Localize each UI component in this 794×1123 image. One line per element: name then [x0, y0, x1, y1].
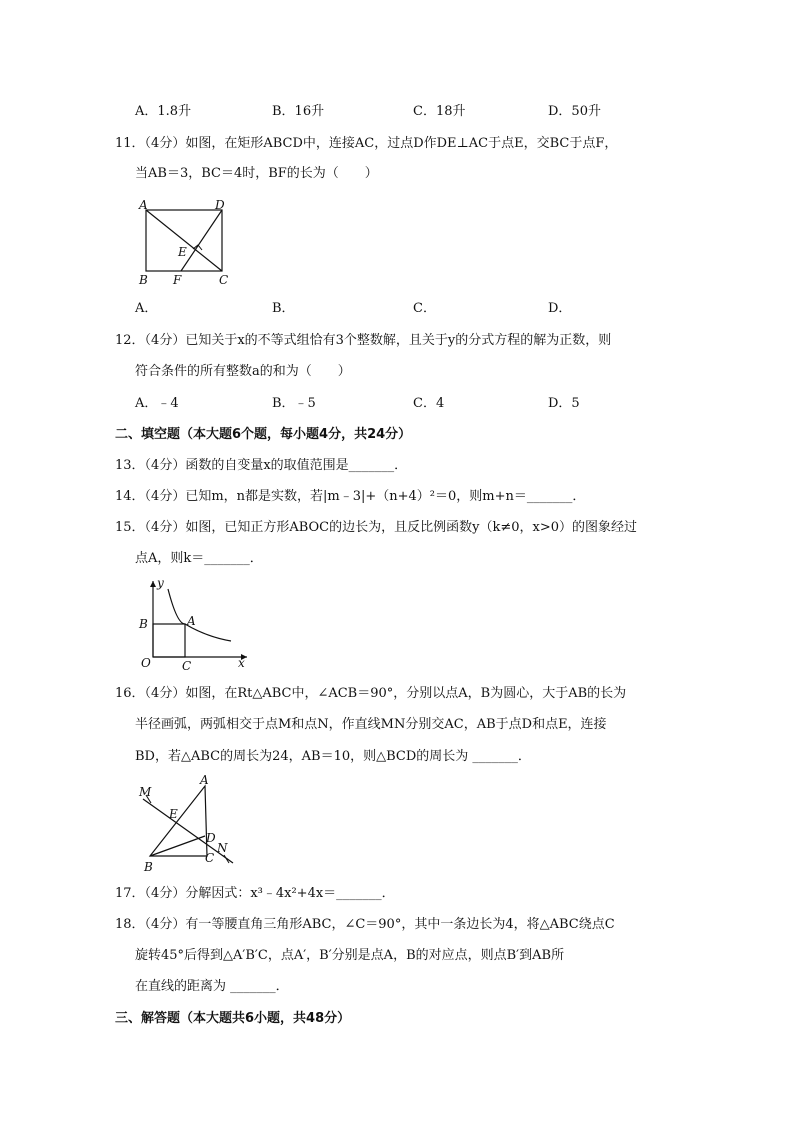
- q11-label-d: D: [215, 198, 225, 212]
- q16-label-e: E: [169, 807, 178, 821]
- q15-label-y: y: [157, 576, 164, 590]
- q12-option-a: A．﹣4: [135, 396, 179, 411]
- q11-text-line2: 当AB＝3，BC＝4时，BF的长为（ ）: [135, 166, 378, 181]
- q11-label-f: F: [173, 273, 182, 287]
- q16-text-line3: BD，若△ABC的周长为24，AB＝10，则△BCD的周长为 _______．: [135, 749, 531, 764]
- q10-option-d: D．50升: [548, 104, 601, 119]
- section-3-heading: 三、解答题（本大题共6小题，共48分）: [115, 1011, 351, 1026]
- q11-rectangle-figure: [135, 196, 240, 288]
- q15-text-line1: 15．（4分）如图，已知正方形ABOC的边长为，且反比例函数y（k≠0，x>0）的图象经过: [115, 520, 637, 535]
- q16-label-a: A: [200, 773, 209, 787]
- q12-option-b: B．﹣5: [272, 396, 316, 411]
- q11-text-line1: 11．（4分）如图，在矩形ABCD中，连接AC，过点D作DE⊥AC于点E，交BC于点F，: [115, 136, 618, 151]
- q16-label-m: M: [139, 785, 152, 799]
- q15-label-x: x: [238, 656, 245, 670]
- q16-label-b: B: [144, 860, 153, 874]
- q16-label-c: C: [205, 851, 215, 865]
- q12-option-c: C．4: [413, 396, 445, 411]
- q16-label-d: D: [206, 831, 216, 845]
- q18-text-line1: 18．（4分）有一等腰直角三角形ABC，∠C＝90°，其中一条边长为4，将△ABC绕点C: [115, 917, 615, 932]
- q11-option-c: C．: [413, 301, 436, 316]
- q15-graph-figure: [135, 575, 253, 673]
- section-2-heading: 二、填空题（本大题6个题，每小题4分，共24分）: [115, 427, 412, 442]
- q11-label-a: A: [139, 198, 148, 212]
- q15-text-line2: 点A，则k＝_______．: [135, 551, 263, 566]
- q11-option-d: D．: [548, 301, 572, 316]
- q18-text-line3: 在直线的距离为 _______．: [135, 979, 289, 994]
- q14-text: 14．（4分）已知m，n都是实数，若|m﹣3|+（n+4）²＝0，则m+n＝_______．: [115, 489, 586, 504]
- q16-text-line1: 16．（4分）如图，在Rt△ABC中，∠ACB＝90°，分别以点A，B为圆心，大于AB的长为: [115, 686, 627, 701]
- q11-label-c: C: [219, 273, 229, 287]
- q15-label-a: A: [187, 614, 196, 628]
- q15-label-c: C: [182, 659, 192, 673]
- q18-text-line2: 旋转45°后得到△A′B′C，点A′，B′分别是点A，B的对应点，则点B′到AB所: [135, 948, 565, 963]
- q11-label-b: B: [139, 273, 148, 287]
- q12-text-line2: 符合条件的所有整数a的和为（ ）: [135, 364, 351, 379]
- q16-label-n: N: [217, 841, 228, 855]
- q17-text: 17．（4分）分解因式：x³﹣4x²+4x＝_______．: [115, 886, 395, 901]
- q11-label-e: E: [178, 245, 187, 259]
- q15-label-b: B: [139, 617, 148, 631]
- q11-option-a: A．: [135, 301, 158, 316]
- q12-text-line1: 12．（4分）已知关于x的不等式组恰有3个整数解，且关于y的分式方程的解为正数，则: [115, 333, 612, 348]
- q10-option-b: B．16升: [272, 104, 325, 119]
- q16-text-line2: 半径画弧，两弧相交于点M和点N，作直线MN分别交AC，AB于点D和点E，连接: [135, 717, 607, 732]
- q10-option-a: A．1.8升: [135, 104, 192, 119]
- q10-option-c: C．18升: [413, 104, 466, 119]
- q16-triangle-figure: [135, 772, 245, 874]
- q13-text: 13．（4分）函数的自变量x的取值范围是_______．: [115, 458, 408, 473]
- q15-label-o: O: [141, 656, 151, 670]
- q11-option-b: B．: [272, 301, 295, 316]
- q12-option-d: D．5: [548, 396, 580, 411]
